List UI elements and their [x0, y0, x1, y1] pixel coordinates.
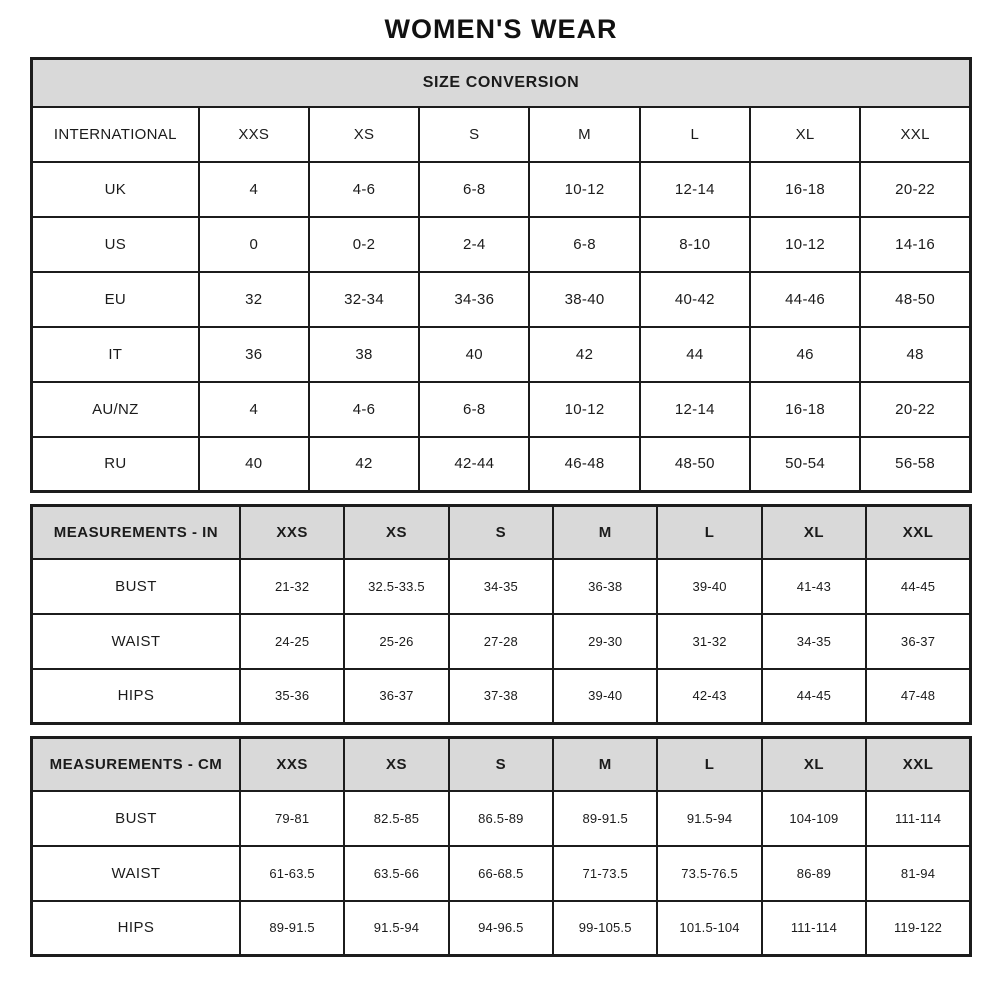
value-cell: 40-42 — [640, 272, 750, 327]
value-cell: 24-25 — [240, 614, 344, 669]
value-cell: 91.5-94 — [344, 901, 448, 956]
value-cell: 6-8 — [529, 217, 639, 272]
value-cell: 50-54 — [750, 437, 860, 492]
row-label: US — [32, 217, 199, 272]
row-label: RU — [32, 437, 199, 492]
table-title: SIZE CONVERSION — [32, 59, 971, 107]
value-cell: 44-45 — [762, 669, 866, 724]
value-cell: 56-58 — [860, 437, 970, 492]
value-cell: 73.5-76.5 — [657, 846, 761, 901]
value-cell: 16-18 — [750, 382, 860, 437]
value-cell: 40 — [199, 437, 309, 492]
value-cell: 99-105.5 — [553, 901, 657, 956]
value-cell: 42 — [309, 437, 419, 492]
value-cell: 0 — [199, 217, 309, 272]
value-cell: 25-26 — [344, 614, 448, 669]
value-cell: 46 — [750, 327, 860, 382]
size-conversion-table — [30, 57, 972, 493]
row-label: IT — [32, 327, 199, 382]
value-cell: 111-114 — [866, 791, 970, 846]
value-cell: 34-35 — [449, 559, 553, 614]
size-column-header: M — [529, 107, 639, 162]
value-cell: 10-12 — [750, 217, 860, 272]
value-cell: 48-50 — [860, 272, 970, 327]
value-cell: 6-8 — [419, 162, 529, 217]
size-column-header: M — [553, 506, 657, 559]
value-cell: 32-34 — [309, 272, 419, 327]
size-column-header: XXL — [860, 107, 970, 162]
value-cell: 66-68.5 — [449, 846, 553, 901]
value-cell: 29-30 — [553, 614, 657, 669]
measurements-in-table — [30, 504, 972, 725]
value-cell: 40 — [419, 327, 529, 382]
size-column-header: S — [419, 107, 529, 162]
measurements-cm-table — [30, 736, 972, 957]
value-cell: 20-22 — [860, 162, 970, 217]
value-cell: 35-36 — [240, 669, 344, 724]
value-cell: 63.5-66 — [344, 846, 448, 901]
value-cell: 20-22 — [860, 382, 970, 437]
value-cell: 111-114 — [762, 901, 866, 956]
row-label: WAIST — [32, 846, 240, 901]
value-cell: 10-12 — [529, 162, 639, 217]
row-label: WAIST — [32, 614, 240, 669]
value-cell: 32.5-33.5 — [344, 559, 448, 614]
value-cell: 48-50 — [640, 437, 750, 492]
value-cell: 79-81 — [240, 791, 344, 846]
value-cell: 6-8 — [419, 382, 529, 437]
size-column-header: S — [449, 506, 553, 559]
value-cell: 41-43 — [762, 559, 866, 614]
value-cell: 86.5-89 — [449, 791, 553, 846]
size-column-header: XXS — [240, 738, 344, 791]
size-column-header: L — [657, 738, 761, 791]
row-label: AU/NZ — [32, 382, 199, 437]
corner-header: INTERNATIONAL — [32, 107, 199, 162]
value-cell: 36 — [199, 327, 309, 382]
value-cell: 94-96.5 — [449, 901, 553, 956]
value-cell: 47-48 — [866, 669, 970, 724]
size-column-header: XXL — [866, 506, 970, 559]
value-cell: 34-35 — [762, 614, 866, 669]
size-column-header: XL — [762, 506, 866, 559]
value-cell: 4-6 — [309, 162, 419, 217]
value-cell: 4-6 — [309, 382, 419, 437]
value-cell: 44-46 — [750, 272, 860, 327]
value-cell: 31-32 — [657, 614, 761, 669]
corner-header: MEASUREMENTS - CM — [32, 738, 240, 791]
size-column-header: XXS — [199, 107, 309, 162]
value-cell: 42-44 — [419, 437, 529, 492]
value-cell: 38-40 — [529, 272, 639, 327]
row-label: HIPS — [32, 901, 240, 956]
value-cell: 21-32 — [240, 559, 344, 614]
value-cell: 27-28 — [449, 614, 553, 669]
size-column-header: L — [657, 506, 761, 559]
value-cell: 61-63.5 — [240, 846, 344, 901]
value-cell: 46-48 — [529, 437, 639, 492]
value-cell: 39-40 — [553, 669, 657, 724]
size-column-header: S — [449, 738, 553, 791]
value-cell: 42 — [529, 327, 639, 382]
value-cell: 12-14 — [640, 162, 750, 217]
row-label: EU — [32, 272, 199, 327]
size-column-header: XXL — [866, 738, 970, 791]
value-cell: 14-16 — [860, 217, 970, 272]
size-column-header: M — [553, 738, 657, 791]
page-title: WOMEN'S WEAR — [384, 14, 618, 44]
size-column-header: XS — [344, 506, 448, 559]
value-cell: 39-40 — [657, 559, 761, 614]
size-column-header: XS — [309, 107, 419, 162]
value-cell: 36-37 — [866, 614, 970, 669]
size-column-header: L — [640, 107, 750, 162]
value-cell: 4 — [199, 162, 309, 217]
row-label: HIPS — [32, 669, 240, 724]
value-cell: 101.5-104 — [657, 901, 761, 956]
value-cell: 91.5-94 — [657, 791, 761, 846]
value-cell: 89-91.5 — [553, 791, 657, 846]
row-label: UK — [32, 162, 199, 217]
value-cell: 86-89 — [762, 846, 866, 901]
size-column-header: XL — [762, 738, 866, 791]
value-cell: 119-122 — [866, 901, 970, 956]
value-cell: 32 — [199, 272, 309, 327]
value-cell: 48 — [860, 327, 970, 382]
value-cell: 4 — [199, 382, 309, 437]
value-cell: 71-73.5 — [553, 846, 657, 901]
value-cell: 42-43 — [657, 669, 761, 724]
value-cell: 16-18 — [750, 162, 860, 217]
value-cell: 8-10 — [640, 217, 750, 272]
value-cell: 36-38 — [553, 559, 657, 614]
value-cell: 38 — [309, 327, 419, 382]
value-cell: 37-38 — [449, 669, 553, 724]
value-cell: 10-12 — [529, 382, 639, 437]
value-cell: 36-37 — [344, 669, 448, 724]
row-label: BUST — [32, 559, 240, 614]
size-column-header: XXS — [240, 506, 344, 559]
value-cell: 12-14 — [640, 382, 750, 437]
value-cell: 89-91.5 — [240, 901, 344, 956]
corner-header: MEASUREMENTS - IN — [32, 506, 240, 559]
value-cell: 44 — [640, 327, 750, 382]
row-label: BUST — [32, 791, 240, 846]
value-cell: 34-36 — [419, 272, 529, 327]
value-cell: 104-109 — [762, 791, 866, 846]
value-cell: 0-2 — [309, 217, 419, 272]
value-cell: 81-94 — [866, 846, 970, 901]
size-column-header: XS — [344, 738, 448, 791]
value-cell: 82.5-85 — [344, 791, 448, 846]
size-column-header: XL — [750, 107, 860, 162]
value-cell: 44-45 — [866, 559, 970, 614]
value-cell: 2-4 — [419, 217, 529, 272]
